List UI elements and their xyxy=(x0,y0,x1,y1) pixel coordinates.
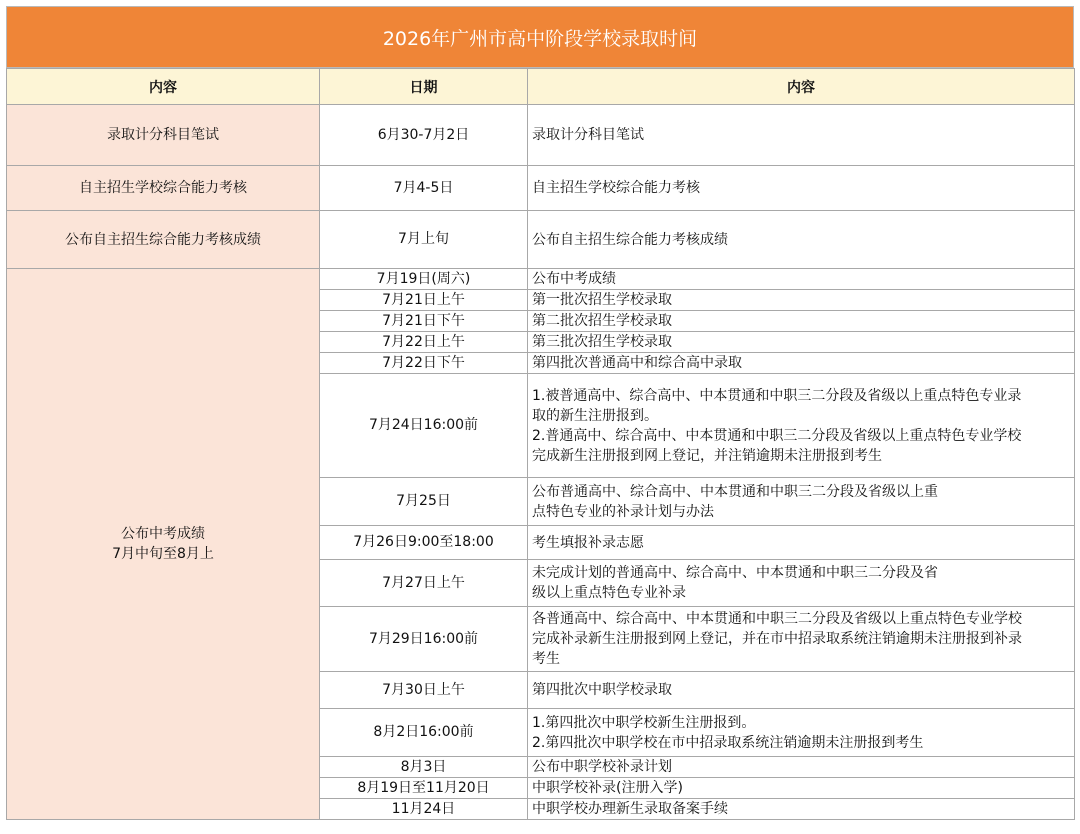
date-cell: 6月30-7月2日 xyxy=(320,105,528,166)
date-cell: 7月30日上午 xyxy=(320,672,528,709)
content-cell xyxy=(528,290,1075,311)
date-cell: 11月24日 xyxy=(320,799,528,820)
header-date: 日期 xyxy=(320,69,528,105)
content-cell xyxy=(528,166,1075,211)
date-cell: 7月21日上午 xyxy=(320,290,528,311)
content-line: 公布普通高中、综合高中、中本贯通和中职三二分段及省级以上重 xyxy=(532,483,938,500)
date-cell: 7月27日上午 xyxy=(320,560,528,607)
content-line: 1.第四批次中职学校新生注册报到。 xyxy=(532,714,756,731)
content-cell xyxy=(528,353,1075,374)
content-line: 2.第四批次中职学校在市中招录取系统注销逾期未注册报到考生 xyxy=(532,734,924,751)
header-content: 内容 xyxy=(528,69,1075,105)
date-cell: 8月19日至11月20日 xyxy=(320,778,528,799)
content-line: 录取计分科目笔试 xyxy=(532,127,644,143)
date-cell: 7月22日下午 xyxy=(320,353,528,374)
content-line: 完成新生注册报到网上登记，并注销逾期未注册报到考生 xyxy=(532,447,882,464)
group-category-line: 公布中考成绩 xyxy=(121,526,205,542)
content-line: 级以上重点特色专业补录 xyxy=(532,585,686,601)
content-line: 中职学校补录(注册入学) xyxy=(532,780,683,796)
table-row xyxy=(7,211,1075,269)
date-cell: 8月2日16:00前 xyxy=(320,709,528,757)
content-cell xyxy=(528,672,1075,709)
content-line: 点特色专业的补录计划与办法 xyxy=(532,503,714,520)
content-cell xyxy=(528,757,1075,778)
table-row xyxy=(7,269,1075,290)
date-cell: 7月29日16:00前 xyxy=(320,607,528,672)
date-cell: 8月3日 xyxy=(320,757,528,778)
content-cell xyxy=(528,607,1075,672)
date-cell: 7月25日 xyxy=(320,478,528,526)
content-line: 第二批次招生学校录取 xyxy=(532,313,672,329)
content-line: 考生填报补录志愿 xyxy=(532,534,644,551)
date-cell: 7月4-5日 xyxy=(320,166,528,211)
content-cell xyxy=(528,526,1075,560)
content-line: 公布自主招生综合能力考核成绩 xyxy=(532,231,728,248)
content-line: 未完成计划的普通高中、综合高中、中本贯通和中职三二分段及省 xyxy=(532,565,938,581)
category-cell: 自主招生学校综合能力考核 xyxy=(7,166,320,211)
content-line: 自主招生学校综合能力考核 xyxy=(532,180,700,196)
date-cell: 7月24日16:00前 xyxy=(320,374,528,478)
content-cell xyxy=(528,311,1075,332)
date-cell: 7月22日上午 xyxy=(320,332,528,353)
content-cell xyxy=(528,374,1075,478)
content-line: 第三批次招生学校录取 xyxy=(532,334,672,350)
date-cell: 7月26日9:00至18:00 xyxy=(320,526,528,560)
content-cell xyxy=(528,560,1075,607)
category-cell: 录取计分科目笔试 xyxy=(7,105,320,166)
schedule-sheet xyxy=(6,6,1074,820)
content-cell xyxy=(528,709,1075,757)
page-title: 2026年广州市高中阶段学校录取时间 xyxy=(6,6,1074,68)
table-row xyxy=(7,105,1075,166)
content-line: 取的新生注册报到。 xyxy=(532,407,658,424)
header-row xyxy=(7,69,1075,105)
group-category-cell xyxy=(7,269,320,820)
content-line: 第四批次中职学校录取 xyxy=(532,682,672,698)
content-line: 中职学校办理新生录取备案手续 xyxy=(532,801,728,817)
content-cell xyxy=(528,269,1075,290)
content-line: 考生 xyxy=(532,651,560,667)
content-line: 公布中职学校补录计划 xyxy=(532,759,672,775)
content-cell xyxy=(528,211,1075,269)
table-body xyxy=(7,105,1075,820)
content-line: 各普通高中、综合高中、中本贯通和中职三二分段及省级以上重点特色专业学校 xyxy=(532,611,1022,627)
content-cell xyxy=(528,478,1075,526)
content-line: 公布中考成绩 xyxy=(532,271,616,287)
date-cell: 7月21日下午 xyxy=(320,311,528,332)
content-cell xyxy=(528,778,1075,799)
header-category: 内容 xyxy=(7,69,320,105)
date-cell: 7月上旬 xyxy=(320,211,528,269)
schedule-table xyxy=(6,68,1075,820)
content-cell xyxy=(528,105,1075,166)
content-line: 1.被普通高中、综合高中、中本贯通和中职三二分段及省级以上重点特色专业录 xyxy=(532,387,1022,404)
date-cell: 7月19日(周六) xyxy=(320,269,528,290)
content-line: 第四批次普通高中和综合高中录取 xyxy=(532,355,742,371)
content-line: 完成补录新生注册报到网上登记，并在市中招录取系统注销逾期未注册报到补录 xyxy=(532,631,1022,647)
content-cell xyxy=(528,332,1075,353)
table-row xyxy=(7,166,1075,211)
category-cell: 公布自主招生综合能力考核成绩 xyxy=(7,211,320,269)
group-category-line: 7月中旬至8月上 xyxy=(112,546,214,562)
content-cell xyxy=(528,799,1075,820)
content-line: 第一批次招生学校录取 xyxy=(532,292,672,308)
content-line: 2.普通高中、综合高中、中本贯通和中职三二分段及省级以上重点特色专业学校 xyxy=(532,427,1022,444)
